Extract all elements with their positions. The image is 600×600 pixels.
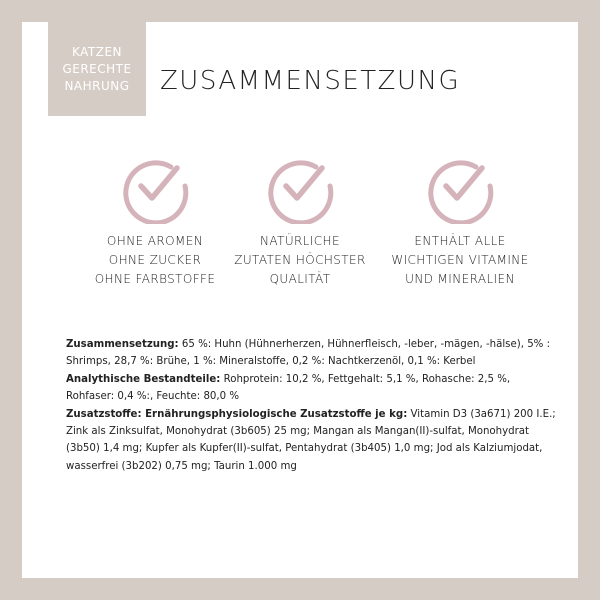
badge-line-3: NAHRUNG: [64, 78, 130, 93]
feature-line: NATÜRLICHE: [260, 234, 340, 248]
page-title: ZUSAMMENSETZUNG: [160, 66, 461, 96]
analytical-text: Rohprotein: 10,2 %, Fettgehalt: 5,1 %, Rohasche: 2,5 %, Rohfaser: 0,4 %:, Feuchte: 80,0 %: [66, 373, 511, 403]
composition-details: [66, 336, 556, 475]
additives-label: Zusatzstoffe: Ernährungsphysiologische Zusatzstoffe je kg:: [66, 408, 408, 420]
ingredients-paragraph: [66, 336, 556, 371]
feature-line: OHNE AROMEN: [106, 234, 204, 248]
feature-vitamins-minerals: [375, 152, 545, 289]
feature-line: OHNE FARBSTOFFE: [94, 272, 216, 286]
ingredients-text: 65 %: Huhn (Hühnerherzen, Hühnerfleisch, -leber, -mägen, -hälse), 5% : Shrimps, 28,7 %: Brühe, 1 %: Mineralstoffe, 0,2 %: Nachtkerzenöl, 0,1 %: Kerbel: [66, 339, 551, 368]
additives-paragraph: [66, 406, 556, 476]
feature-line: OHNE ZUCKER: [108, 253, 202, 267]
badge-line-2: GERECHTE: [62, 61, 132, 76]
content-card: [22, 22, 578, 578]
brand-badge: [48, 22, 146, 116]
feature-line: WICHTIGEN VITAMINE: [391, 253, 529, 267]
feature-line: ZUTATEN HÖCHSTER: [234, 253, 366, 267]
checkmark-circle-icon: [119, 152, 191, 224]
analytical-paragraph: [66, 371, 556, 406]
additives-text: Vitamin D3 (3a671) 200 I.E.; Zink als Zinksulfat, Monohydrat (3b605) 25 mg; Mangan als Mangan(II)-sulfat, Monohydrat (3b50) 1,4 mg; Kupfer als Kupfer(II)-sulfat, Pentahydrat (3b405) 1,0 mg; Jod als Kalziumjodat, wasserfrei (3b202) 0,75 mg; Taurin 1.000 mg: [66, 408, 556, 472]
badge-line-1: KATZEN: [71, 44, 123, 59]
feature-line: ENTHÄLT ALLE: [414, 234, 506, 248]
feature-line: UND MINERALIEN: [405, 272, 515, 286]
checkmark-circle-icon: [424, 152, 496, 224]
analytical-label: Analythische Bestandteile:: [66, 373, 221, 385]
feature-row: [22, 152, 578, 292]
feature-text: [375, 232, 545, 289]
ingredients-label: Zusammensetzung:: [66, 339, 179, 350]
feature-text: [215, 232, 385, 289]
feature-natural-ingredients: [215, 152, 385, 289]
feature-line: QUALITÄT: [269, 272, 331, 286]
checkmark-circle-icon: [264, 152, 336, 224]
